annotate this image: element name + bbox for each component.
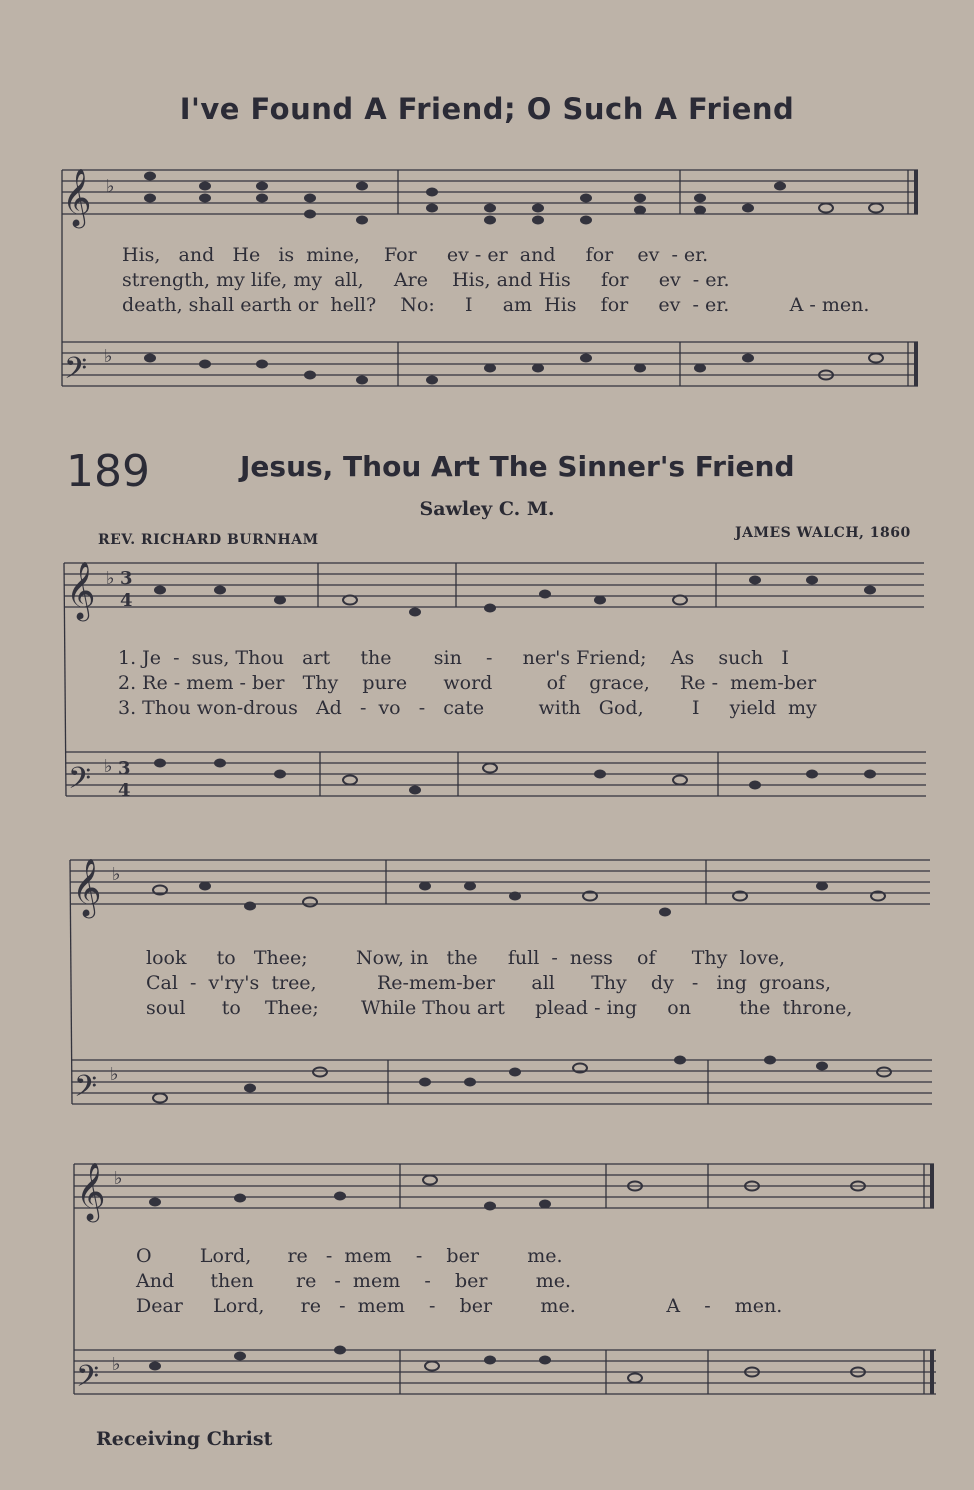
lyrics-line: 3. Thou won-drous Ad - vo - cate with God, I yield my <box>118 697 817 719</box>
time-signature: 4 <box>118 780 131 801</box>
bass-clef-icon: 𝄢 <box>68 762 92 803</box>
lyrics-line: strength, my life, my all, Are His, and His for ev - er. <box>122 269 730 291</box>
flat-icon: ♭ <box>110 1064 119 1085</box>
treble-clef-icon: 𝄞 <box>76 1162 106 1220</box>
bass-staff <box>74 1350 936 1394</box>
lyrics-line: 1. Je - sus, Thou art the sin - ner's Friend; As such I <box>118 647 789 669</box>
treble-staff <box>64 563 924 607</box>
lyrics-line: Dear Lord, re - mem - ber me. A - men. <box>136 1295 783 1317</box>
treble-clef-icon: 𝄞 <box>62 168 92 226</box>
flat-icon: ♭ <box>104 346 113 367</box>
bass-clef-icon: 𝄢 <box>64 352 88 393</box>
lyrics-line: look to Thee; Now, in the full - ness of Thy love, <box>146 947 785 969</box>
lyrics-line: His, and He is mine, For ev - er and for ev - er. <box>122 244 709 266</box>
treble-clef-icon: 𝄞 <box>66 561 96 619</box>
section-footer: Receiving Christ <box>96 1428 273 1450</box>
flat-icon: ♭ <box>112 864 121 885</box>
tune-name: Sawley C. M. <box>419 498 555 520</box>
lyrics-line: soul to Thee; While Thou art plead - ing on the throne, <box>146 997 853 1019</box>
treble-staff <box>70 860 930 904</box>
time-signature: 4 <box>120 590 133 611</box>
bass-clef-icon: 𝄢 <box>76 1360 100 1401</box>
composer-credit: JAMES WALCH, 1860 <box>735 525 911 541</box>
bass-staff <box>66 752 926 796</box>
flat-icon: ♭ <box>114 1168 123 1189</box>
lyrics-line: Cal - v'ry's tree, Re-mem-ber all Thy dy - ing groans, <box>146 972 832 994</box>
top-hymn-title: I've Found A Friend; O Such A Friend <box>179 92 795 126</box>
flat-icon: ♭ <box>106 176 115 197</box>
flat-icon: ♭ <box>106 568 115 589</box>
lyrics-line: And then re - mem - ber me. <box>136 1270 572 1292</box>
bass-clef-icon: 𝄢 <box>74 1070 98 1111</box>
lyrics-line: 2. Re - mem - ber Thy pure word of grace, Re - mem-ber <box>118 672 817 694</box>
time-signature: 3 <box>120 568 133 589</box>
flat-icon: ♭ <box>112 1354 121 1375</box>
author-credit: REV. RICHARD BURNHAM <box>98 532 319 548</box>
lyrics-line: death, shall earth or hell? No: I am His for ev - er. A - men. <box>122 294 870 316</box>
treble-staff <box>74 1164 934 1208</box>
bass-staff <box>72 1060 932 1104</box>
time-signature: 3 <box>118 758 131 779</box>
flat-icon: ♭ <box>104 756 113 777</box>
lyrics-line: O Lord, re - mem - ber me. <box>136 1245 563 1267</box>
treble-clef-icon: 𝄞 <box>72 858 102 916</box>
hymn-number: 189 <box>66 446 150 497</box>
hymn-title: Jesus, Thou Art The Sinner's Friend <box>240 450 795 483</box>
